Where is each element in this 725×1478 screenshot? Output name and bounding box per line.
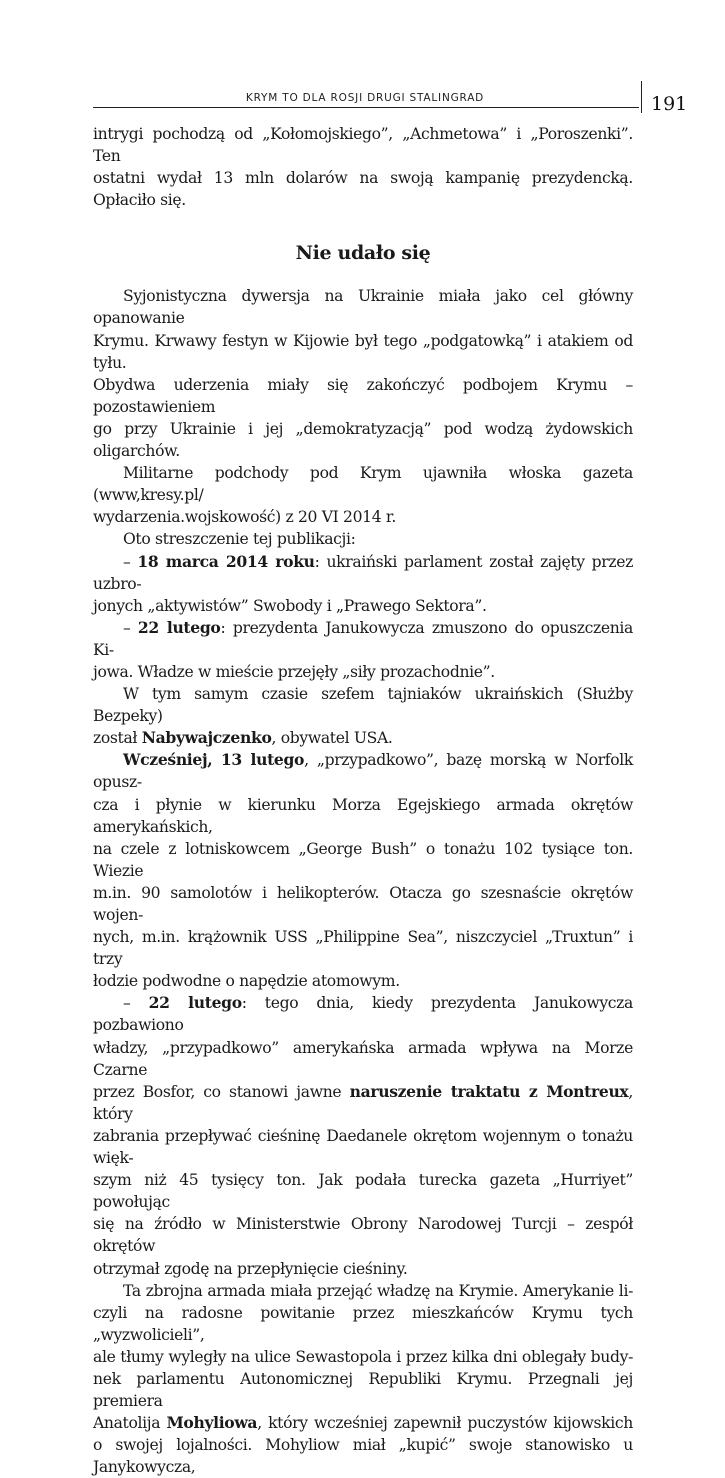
text-line: Ta zbrojna armada miała przejąć władzę na Krymie. Amerykanie li- <box>123 1281 633 1300</box>
text-line: na czele z lotniskowcem „George Bush” o tonażu 102 tysiące ton. Wiezie <box>93 839 633 880</box>
text-line: cza i płynie w kierunku Morza Egejskiego armada okrętów amerykańskich, <box>93 795 633 836</box>
text-line: ale tłumy wyległy na ulice Sewastopola i przez kilka dni oblegały budy- <box>93 1347 633 1366</box>
text-line: W tym samym czasie szefem tajniaków ukraińskich (Służby Bezpeky) <box>93 685 633 726</box>
text-line: m.in. 90 samolotów i helikopterów. Otacza go szesnaście okrętów wojen- <box>93 883 633 924</box>
text-line: Militarne podchody pod Krym ujawniła włoska gazeta (www,kresy.pl/ <box>93 464 633 505</box>
text-line: szym niż 45 tysięcy ton. Jak podała turecka gazeta „Hurriyet” powołując <box>93 1171 633 1212</box>
running-head-title: KRYM TO DLA ROSJI DRUGI STALINGRAD <box>245 92 485 104</box>
text-line: przez Bosfor, co stanowi jawne naruszenie traktatu z Montreux, który <box>93 1081 633 1123</box>
text-line: Syjonistyczna dywersja na Ukrainie miała jako cel główny opanowanie <box>93 287 633 328</box>
page-number: 191 <box>651 93 688 115</box>
text-line: Anatolija Mohyliowa, który wcześniej zapewnił puczystów kijowskich <box>93 1413 633 1433</box>
text-line: czyli na radosne powitanie przez mieszkańców Krymu tych „wyzwolicieli”, <box>93 1303 633 1344</box>
text-line: o swojej lojalności. Mohyliow miał „kupić” swoje stanowisko u Janykowycza, <box>93 1436 633 1477</box>
text-line: – 22 lutego: tego dnia, kiedy prezydenta Janukowycza pozbawiono <box>93 993 633 1035</box>
header-vertical-rule <box>641 81 642 113</box>
section-heading: Nie udało się <box>295 242 431 265</box>
text-line: jonych „aktywistów” Swobody i „Prawego Sektora”. <box>93 596 487 615</box>
text-line: go przy Ukrainie i jej „demokratyzacją” pod wodzą żydowskich oligarchów. <box>93 419 633 461</box>
text-line: – 18 marca 2014 roku: ukraiński parlament został zajęty przez uzbro- <box>93 551 633 593</box>
text-line: władzy, „przypadkowo” amerykańska armada wpływa na Morze Czarne <box>93 1038 633 1079</box>
text-line: wydarzenia.wojskowość) z 20 VI 2014 r. <box>93 508 396 527</box>
text-line: zabrania przepływać cieśninę Daedanele okrętom wojennym o tonażu więk- <box>93 1126 633 1168</box>
text-line: nych, m.in. krążownik USS „Philippine Sea”, niszczyciel „Truxtun” i trzy <box>93 928 633 969</box>
text-line: nek parlamentu Autonomicznej Republiki Krymu. Przegnali jej premiera <box>93 1369 633 1411</box>
text-line: otrzymał zgodę na przepłynięcie cieśniny. <box>93 1259 408 1278</box>
text-line: ostatni wydał 13 mln dolarów na swoją kampanię prezydencką. Opłaciło się. <box>93 169 633 210</box>
text-line: Wcześniej, 13 lutego, „przypadkowo”, bazę morską w Norfolk opusz- <box>93 750 633 792</box>
page-body <box>93 123 633 1478</box>
text-line: łodzie podwodne o napędzie atomowym. <box>93 972 400 991</box>
text-line: jowa. Władze w mieście przejęły „siły prozachodnie”. <box>93 662 495 681</box>
text-line: został Nabywajczenko, obywatel USA. <box>93 728 393 748</box>
text-line: intrygi pochodzą od „Kołomojskiego”, „Achmetowa” i „Poroszenki”. Ten <box>93 125 633 166</box>
text-line: się na źródło w Ministerstwie Obrony Narodowej Turcji – zespół okrętów <box>93 1215 633 1256</box>
header-rule <box>93 107 639 108</box>
text-line: Obydwa uderzenia miały się zakończyć podbojem Krymu – pozostawieniem <box>93 375 633 416</box>
text-line: Oto streszczenie tej publikacji: <box>123 530 356 549</box>
text-line: Krymu. Krwawy festyn w Kijowie był tego „podgatowką” i atakiem od tyłu. <box>93 331 633 372</box>
text-line: – 22 lutego: prezydenta Janukowycza zmuszono do opuszczenia Ki- <box>93 617 633 659</box>
